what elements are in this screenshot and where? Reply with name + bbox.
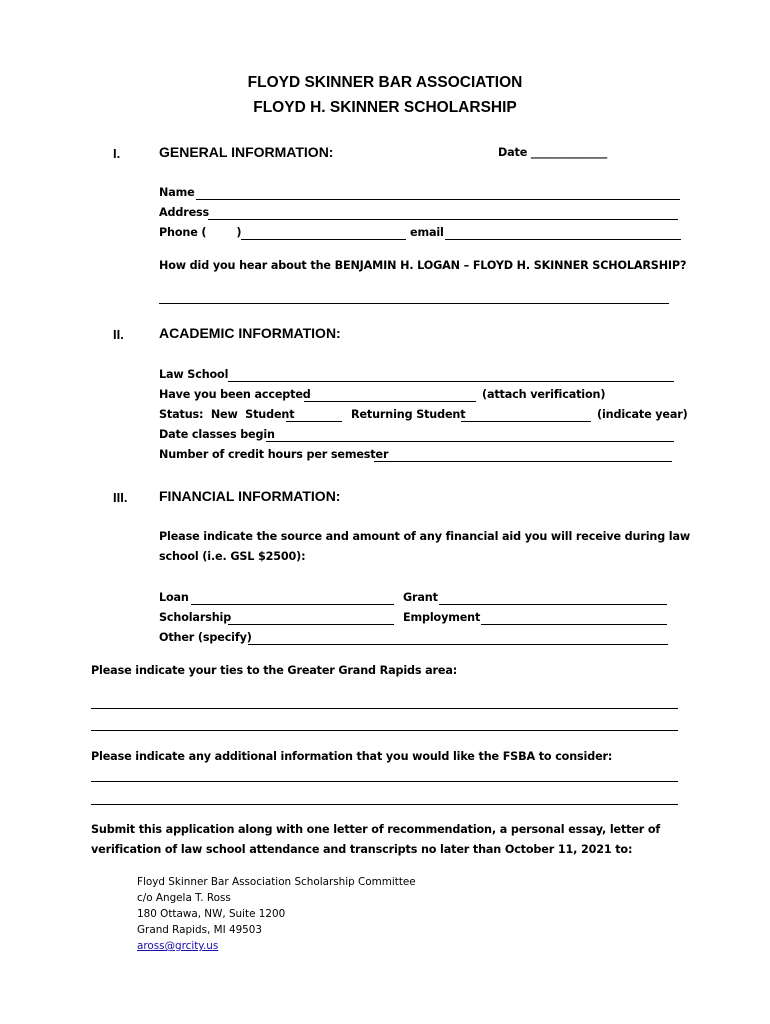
phone-label: Phone ( ): [159, 226, 242, 239]
other-field[interactable]: [248, 644, 668, 645]
date-begin-field[interactable]: [266, 441, 674, 442]
grant-field[interactable]: [439, 604, 667, 605]
employment-field[interactable]: [481, 624, 667, 625]
hear-answer-field[interactable]: [159, 303, 669, 304]
hear-question: How did you hear about the BENJAMIN H. LOGAN – FLOYD H. SKINNER SCHOLARSHIP?: [159, 259, 687, 272]
scholarship-title: FLOYD H. SKINNER SCHOLARSHIP: [253, 99, 517, 116]
phone-field[interactable]: [241, 239, 406, 240]
address-line-street: 180 Ottawa, NW, Suite 1200: [137, 908, 286, 920]
section-3-title: FINANCIAL INFORMATION:: [159, 488, 341, 504]
date-begin-label: Date classes begin: [159, 428, 275, 441]
returning-note: (indicate year): [597, 408, 688, 421]
loan-label: Loan: [159, 591, 189, 604]
scholarship-label: Scholarship: [159, 611, 232, 624]
law-school-label: Law School: [159, 368, 229, 381]
financial-instruction-line1: Please indicate the source and amount of any financial aid you will receive during law: [159, 530, 691, 543]
name-field[interactable]: [196, 199, 680, 200]
returning-student-field[interactable]: [461, 421, 591, 422]
address-label: Address: [159, 206, 210, 219]
credit-hours-field[interactable]: [374, 461, 672, 462]
ties-question: Please indicate your ties to the Greater Grand Rapids area:: [91, 664, 458, 677]
email-label: email: [410, 226, 444, 239]
financial-instruction-line2: school (i.e. GSL $2500):: [159, 550, 306, 563]
status-label: Status: New Student: [159, 408, 295, 421]
name-label: Name: [159, 186, 195, 199]
additional-answer-line2[interactable]: [91, 804, 678, 805]
address-line-committee: Floyd Skinner Bar Association Scholarship Committee: [137, 876, 416, 888]
accepted-note: (attach verification): [482, 388, 606, 401]
association-title: FLOYD SKINNER BAR ASSOCIATION: [247, 74, 523, 91]
accepted-label: Have you been accepted: [159, 388, 311, 401]
section-3-number: III.: [113, 490, 128, 505]
accepted-field[interactable]: [304, 401, 476, 402]
credit-hours-label: Number of credit hours per semester: [159, 448, 389, 461]
address-field[interactable]: [208, 219, 678, 220]
date-label: Date ______________: [498, 146, 608, 159]
scholarship-field[interactable]: [228, 624, 394, 625]
email-field[interactable]: [445, 239, 681, 240]
contact-email-link[interactable]: aross@grcity.us: [137, 940, 219, 952]
employment-label: Employment: [403, 611, 481, 624]
law-school-field[interactable]: [228, 381, 674, 382]
address-line-city: Grand Rapids, MI 49503: [137, 924, 263, 936]
submit-instruction-line2: verification of law school attendance and transcripts no later than October 11, 2021 to:: [91, 843, 633, 856]
ties-answer-line2[interactable]: [91, 730, 678, 731]
submit-instruction-line1: Submit this application along with one letter of recommendation, a personal essay, letter of: [91, 823, 661, 836]
additional-question: Please indicate any additional information that you would like the FSBA to consider:: [91, 750, 613, 763]
ties-answer-line1[interactable]: [91, 708, 678, 709]
grant-label: Grant: [403, 591, 438, 604]
returning-label: Returning Student: [351, 408, 466, 421]
section-2-title: ACADEMIC INFORMATION:: [159, 325, 341, 341]
loan-field[interactable]: [191, 604, 394, 605]
section-2-number: II.: [113, 327, 124, 342]
new-student-field[interactable]: [286, 421, 342, 422]
section-1-title: GENERAL INFORMATION:: [159, 144, 334, 160]
address-line-care-of: c/o Angela T. Ross: [137, 892, 231, 904]
additional-answer-line1[interactable]: [91, 781, 678, 782]
section-1-number: I.: [113, 146, 121, 161]
other-label: Other (specify): [159, 631, 252, 644]
